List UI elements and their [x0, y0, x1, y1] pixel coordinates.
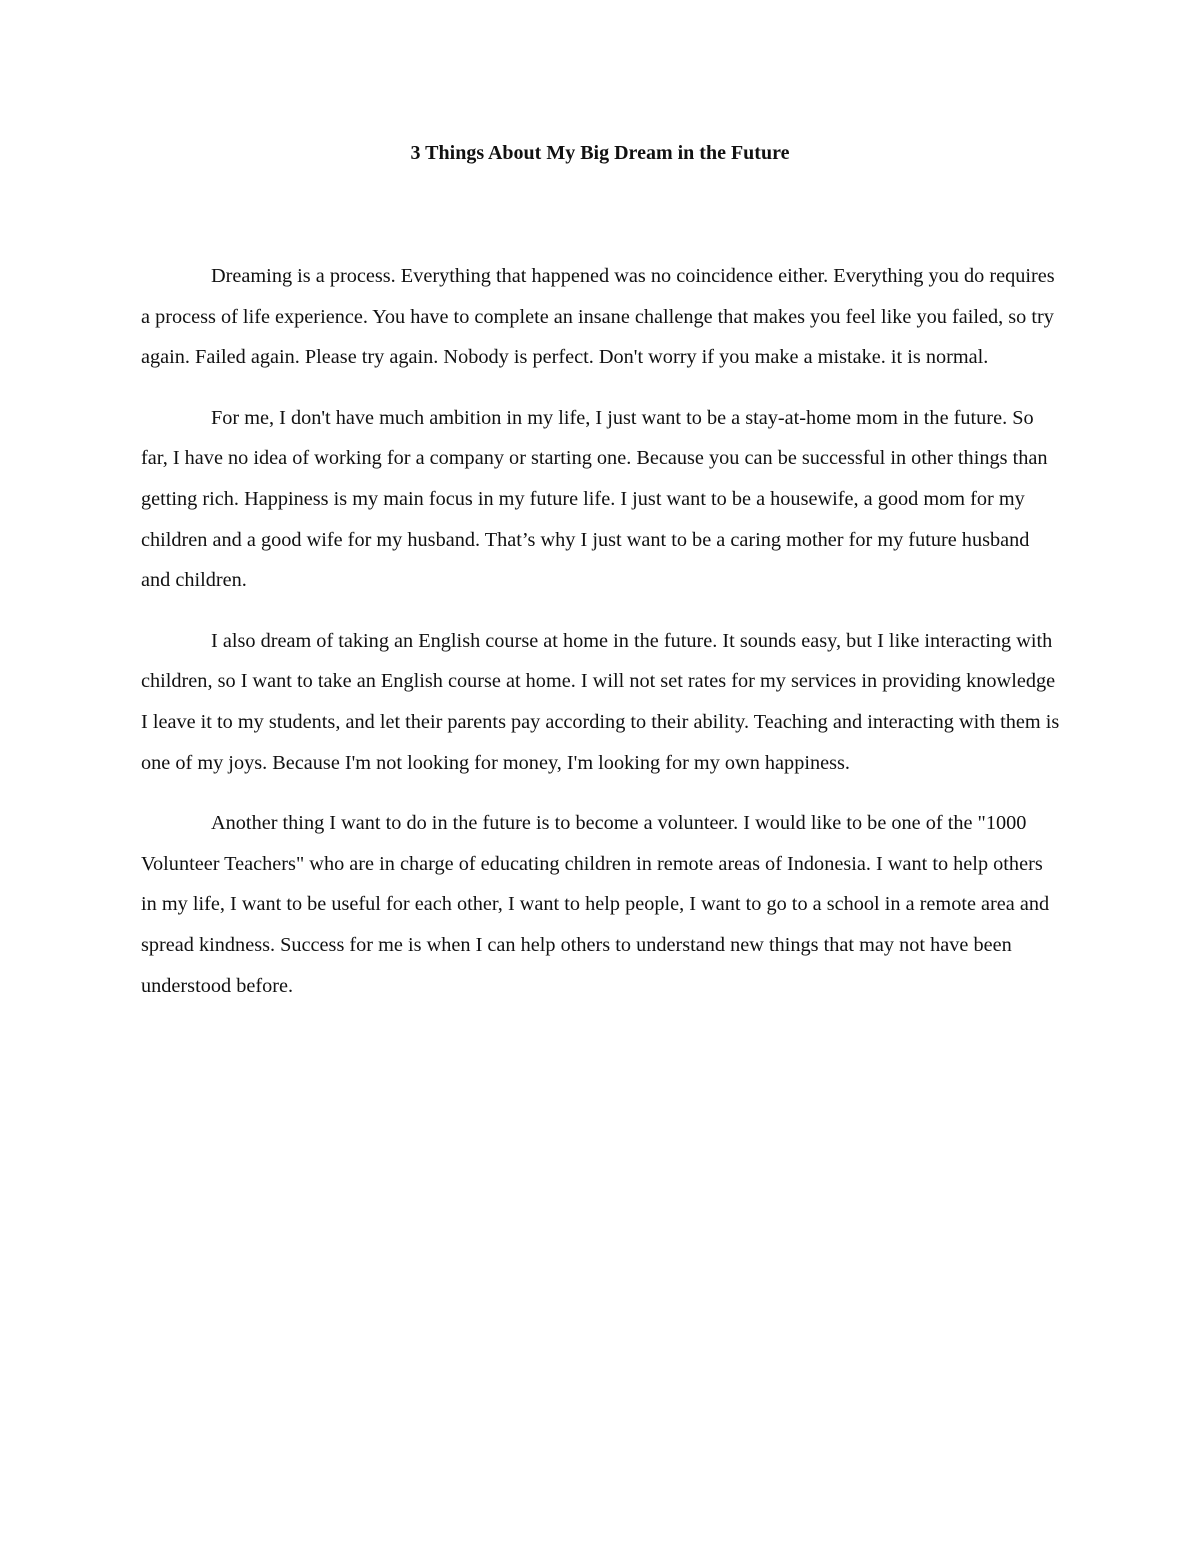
- document-title: 3 Things About My Big Dream in the Future: [410, 142, 790, 164]
- document-body: [141, 256, 1063, 1026]
- paragraph-1: Dreaming is a process. Everything that happened was no coincidence either. Everything you do requires a process of life experience. You have to complete an insane challenge that makes you feel like you failed, so try again. Failed again. Please try again. Nobody is perfect. Don't worry if you make a mistake. it is normal.: [141, 265, 1055, 369]
- paragraph-3: I also dream of taking an English course at home in the future. It sounds easy, but I like interacting with children, so I want to take an English course at home. I will not set rates for my services in providing knowledge I leave it to my students, and let their parents pay according to their ability. Teaching and interacting with them is one of my joys. Because I'm not looking for money, I'm looking for my own happiness.: [141, 629, 1060, 774]
- paragraph-2: For me, I don't have much ambition in my life, I just want to be a stay-at-home mom in the future. So far, I have no idea of working for a company or starting one. Because you can be successful in other things than getting rich. Happiness is my main focus in my future life. I just want to be a housewife, a good mom for my children and a good wife for my husband. That’s why I just want to be a caring mother for my future husband and children.: [141, 406, 1048, 592]
- paragraph-4: Another thing I want to do in the future is to become a volunteer. I would like to be one of the "1000 Volunteer Teachers" who are in charge of educating children in remote areas of Indonesia. I want to help others in my life, I want to be useful for each other, I want to help people, I want to go to a school in a remote area and spread kindness. Success for me is when I can help others to understand new things that may not have been understood before.: [141, 812, 1050, 997]
